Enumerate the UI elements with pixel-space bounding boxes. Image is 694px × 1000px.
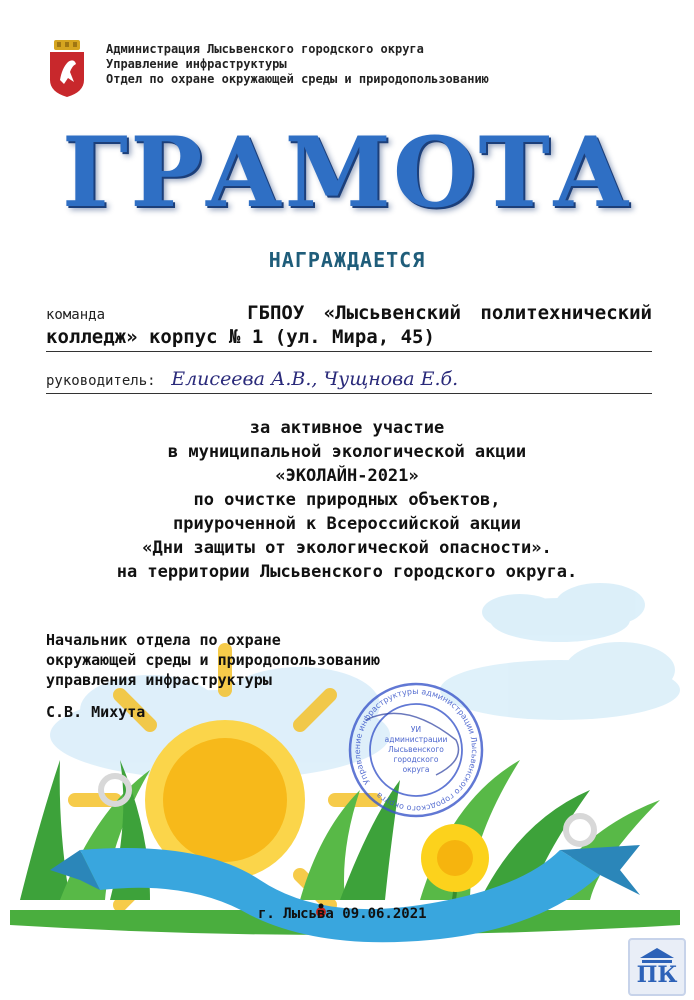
- reason-line: приуроченной к Всероссийской акции: [173, 514, 521, 534]
- stamp-ring-text: Управление инфраструктуры администрации Лысьвенского городского округа: [352, 686, 480, 814]
- official-stamp: [346, 680, 486, 820]
- organization-text: [106, 42, 489, 87]
- team-field: [46, 302, 652, 348]
- reason-line: на территории Лысьвенского городского округа.: [116, 562, 578, 582]
- team-underline: [46, 351, 652, 352]
- logo-text: ПК: [636, 962, 678, 988]
- leader-underline: [46, 393, 652, 394]
- stamp-center-line: Лысьвенского: [388, 745, 444, 754]
- coat-of-arms-icon: [48, 40, 86, 98]
- signatory-name: С.В. Михута: [46, 703, 146, 721]
- leader-field: [46, 368, 652, 390]
- org-line: Администрация Лысьвенского городского округа: [106, 42, 424, 56]
- stamp-center-line: округа: [402, 765, 430, 774]
- reason-line: в муниципальной экологической акции: [167, 442, 527, 462]
- team-label: команда: [46, 307, 106, 323]
- place-date: г. Лысьва 09.06.2021: [258, 906, 427, 922]
- team-name-line2: колледж» корпус № 1 (ул. Мира, 45): [46, 326, 435, 348]
- org-line: Отдел по охране окружающей среды и природопользованию: [106, 72, 489, 86]
- reason-line: «Дни защиты от экологической опасности».: [142, 538, 552, 558]
- leader-label: руководитель:: [46, 373, 156, 389]
- leader-value: Елисеева А.В., Чущнова Е.б.: [171, 368, 459, 390]
- signatory-title-line: управления инфраструктуры: [46, 671, 272, 689]
- college-logo: [628, 938, 686, 996]
- stamp-center-line: администрации: [384, 735, 448, 744]
- reason-line: «ЭКОЛАЙН-2021»: [275, 466, 419, 486]
- awarded-heading: НАГРАЖДАЕТСЯ: [268, 248, 426, 272]
- certificate-title: ГРАМОТА: [61, 116, 633, 229]
- award-reason: [0, 416, 694, 584]
- stamp-center-line: УИ: [410, 725, 422, 734]
- header: [48, 40, 668, 100]
- org-line: Управление инфраструктуры: [106, 57, 287, 71]
- reason-line: по очистке природных объектов,: [193, 490, 501, 510]
- signatory-title-line: окружающей среды и природопользованию: [46, 651, 381, 669]
- team-name-line1: ГБПОУ «Лысьвенский политехнический: [247, 302, 652, 324]
- cloud-top-right: [482, 583, 645, 642]
- stamp-center-line: городского: [393, 755, 439, 764]
- signatory-block: [46, 630, 380, 722]
- reason-line: за активное участие: [249, 418, 445, 438]
- signatory-title-line: Начальник отдела по охране: [46, 631, 281, 649]
